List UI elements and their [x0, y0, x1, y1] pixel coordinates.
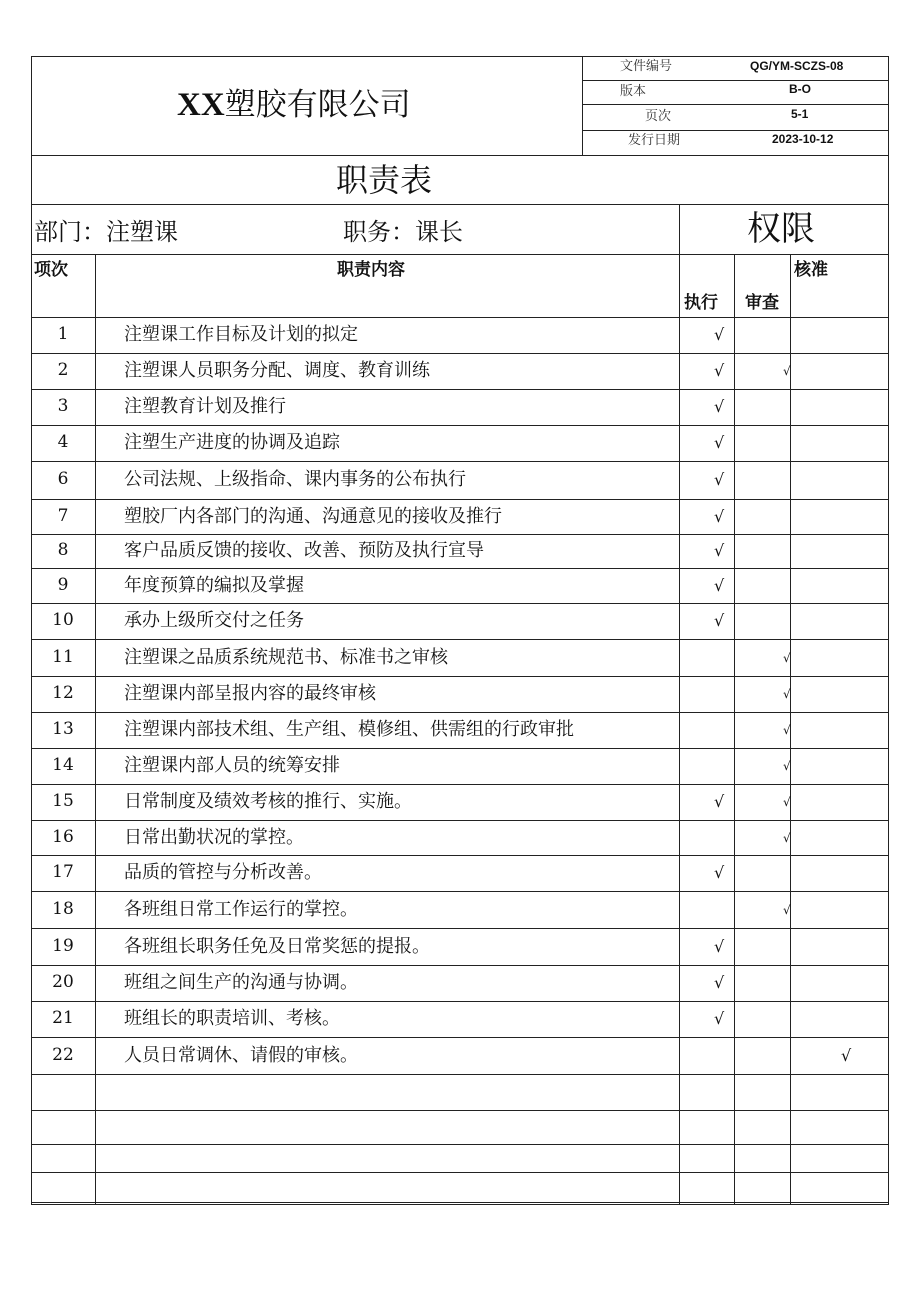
execute-check-icon: √: [714, 792, 725, 811]
row-content: 注塑课之品质系统规范书、标准书之审核: [124, 646, 448, 668]
execute-column-divider: [734, 254, 735, 1205]
row-line: [31, 855, 889, 856]
row-content: 客户品质反馈的接收、改善、预防及执行宣导: [124, 540, 484, 561]
row-content: 人员日常调休、请假的审核。: [124, 1044, 358, 1066]
row-number: 18: [52, 898, 74, 919]
dept-field: [34, 220, 178, 244]
row-content: 塑胶厂内各部门的沟通、沟通意见的接收及推行: [124, 505, 502, 527]
review-check-icon: √: [783, 364, 791, 378]
responsibility-form: [31, 56, 889, 1205]
header-approve: 核准: [794, 260, 828, 280]
row-number: 19: [52, 935, 74, 956]
row-content: 班组长的职责培训、考核。: [124, 1008, 340, 1029]
review-check-icon: √: [783, 687, 791, 701]
row-line: [31, 1110, 889, 1111]
row-content: 各班组长职务任免及日常奖惩的提报。: [124, 935, 430, 957]
row-line: [31, 928, 889, 929]
review-check-icon: √: [783, 759, 791, 773]
row-line: [31, 534, 889, 535]
execute-check-icon: √: [714, 470, 725, 489]
review-check-icon: √: [783, 830, 791, 845]
item-column-divider: [95, 254, 96, 1205]
row-number: 10: [52, 610, 74, 630]
execute-check-icon: √: [714, 325, 725, 344]
row-content: 班组之间生产的沟通与协调。: [124, 972, 358, 993]
row-content: 注塑课工作目标及计划的拟定: [124, 324, 358, 345]
authority-column-divider: [679, 204, 680, 1205]
row-line: [31, 965, 889, 966]
frame-top-border: [31, 56, 889, 57]
execute-check-icon: √: [714, 506, 725, 526]
row-line: [31, 1172, 889, 1173]
meta-row-line: [582, 104, 889, 105]
row-number: 21: [52, 1008, 74, 1028]
row-content: 品质的管控与分析改善。: [124, 862, 322, 883]
meta-label-version: 版本: [620, 84, 647, 99]
meta-value-version: B-O: [789, 82, 811, 96]
meta-row-line: [582, 80, 889, 81]
row-content: 注塑课人员职务分配、调度、教育训练: [124, 360, 430, 381]
row-number: 14: [52, 755, 74, 775]
company-suffix: 塑胶有限公司: [224, 87, 411, 123]
table-title: 职责表: [336, 161, 433, 199]
row-line: [31, 461, 889, 462]
header-content: 职责内容: [337, 260, 405, 280]
header-row-bottom-line: [31, 317, 889, 318]
row-number: 8: [57, 540, 69, 560]
execute-check-icon: √: [714, 575, 725, 595]
review-check-icon: √: [783, 795, 791, 809]
company-prefix: XX: [177, 87, 225, 123]
row-line: [31, 1074, 889, 1075]
row-content: 日常制度及绩效考核的推行、实施。: [124, 791, 412, 812]
meta-value-docno: QG/YM-SCZS-08: [750, 59, 844, 73]
row-number: 20: [52, 972, 74, 992]
row-line: [31, 389, 889, 390]
row-line: [31, 639, 889, 640]
post-value: 课长: [415, 218, 463, 246]
row-line: [31, 568, 889, 569]
title-bottom-line: [31, 204, 889, 205]
execute-check-icon: √: [714, 863, 725, 882]
row-number: 12: [52, 683, 74, 703]
meta-value-date: 2023-10-12: [772, 132, 834, 146]
approve-check-icon: √: [841, 1045, 852, 1065]
execute-check-icon: √: [714, 541, 725, 560]
header-item: 项次: [34, 260, 68, 280]
row-line: [31, 603, 889, 604]
row-number: 15: [52, 791, 74, 811]
row-content: 承办上级所交付之任务: [124, 610, 304, 631]
row-content: 注塑教育计划及推行: [124, 396, 286, 417]
row-number: 13: [52, 719, 74, 739]
execute-check-icon: √: [714, 1009, 725, 1028]
frame-left-border: [31, 56, 32, 1205]
row-number: 11: [52, 646, 74, 667]
row-number: 1: [57, 324, 69, 344]
row-content: 注塑课内部技术组、生产组、模修组、供需组的行政审批: [124, 719, 574, 740]
execute-check-icon: √: [714, 936, 725, 956]
row-line: [31, 353, 889, 354]
header-execute: 执行: [684, 293, 718, 313]
row-line: [31, 712, 889, 713]
row-line: [31, 676, 889, 677]
row-line: [31, 1202, 889, 1203]
row-content: 公司法规、上级指命、课内事务的公布执行: [124, 469, 466, 490]
row-number: 3: [57, 396, 69, 416]
row-line: [31, 784, 889, 785]
row-number: 7: [57, 505, 69, 526]
row-content: 注塑课内部呈报内容的最终审核: [124, 683, 376, 704]
row-line: [31, 1144, 889, 1145]
dept-row-bottom-line: [31, 254, 889, 255]
row-content: 各班组日常工作运行的掌控。: [124, 898, 358, 920]
authority-header: 权限: [747, 209, 815, 249]
row-line: [31, 891, 889, 892]
post-label: 职务：: [343, 218, 415, 246]
execute-check-icon: √: [714, 397, 725, 416]
meta-value-page: 5-1: [791, 107, 809, 121]
row-content: 注塑生产进度的协调及追踪: [124, 432, 340, 453]
frame-bottom-border: [31, 1204, 889, 1205]
meta-label-date: 发行日期: [628, 133, 681, 148]
row-number: 6: [57, 469, 69, 489]
row-number: 4: [57, 432, 69, 452]
frame-right-border: [888, 56, 889, 1205]
execute-check-icon: √: [714, 433, 725, 452]
dept-value: 注塑课: [106, 218, 178, 246]
dept-label: 部门：: [34, 218, 106, 246]
row-line: [31, 748, 889, 749]
row-number: 22: [52, 1044, 74, 1065]
row-number: 2: [57, 360, 69, 380]
row-content: 日常出勤状况的掌控。: [124, 826, 304, 848]
row-content: 注塑课内部人员的统筹安排: [124, 755, 340, 776]
row-number: 17: [52, 862, 74, 882]
execute-check-icon: √: [714, 973, 725, 992]
review-check-icon: √: [783, 902, 791, 917]
row-line: [31, 1001, 889, 1002]
company-name: [177, 89, 411, 122]
review-check-icon: √: [783, 723, 791, 737]
row-content: 年度预算的编拟及掌握: [124, 574, 304, 596]
header-review: 审查: [745, 293, 779, 313]
meta-label-docno: 文件编号: [620, 59, 673, 74]
post-field: [343, 220, 463, 244]
execute-check-icon: √: [714, 611, 725, 630]
row-number: 9: [57, 574, 69, 595]
row-line: [31, 1037, 889, 1038]
row-number: 16: [52, 826, 74, 847]
row-line: [31, 499, 889, 500]
row-line: [31, 425, 889, 426]
review-check-icon: √: [783, 650, 791, 665]
meta-row-line: [582, 130, 889, 131]
header-divider: [582, 56, 583, 155]
execute-check-icon: √: [714, 361, 725, 380]
meta-label-page: 页次: [645, 109, 672, 124]
row-line: [31, 820, 889, 821]
header-bottom-line: [31, 155, 889, 156]
